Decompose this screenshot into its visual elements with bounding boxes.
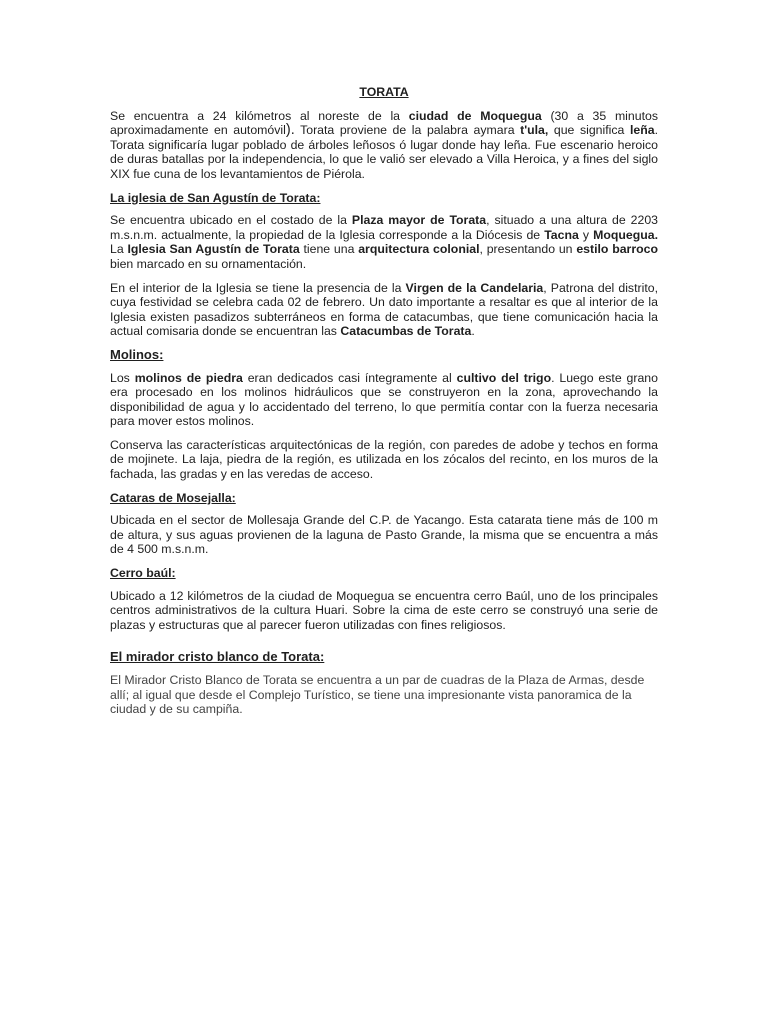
bold-text: Catacumbas de Torata xyxy=(340,324,472,339)
iglesia-paragraph-1 xyxy=(110,213,658,271)
bold-text: estilo barroco xyxy=(576,242,658,257)
section-heading-mirador: El mirador cristo blanco de Torata: xyxy=(110,649,325,665)
molinos-paragraph-2: Conserva las características arquitectónicas de la región, con paredes de adobe y techos en forma de mojinete. La laja, piedra de la región, es utilizada en los zócalos del recinto, en los muros de la fachada, las gradas y en las veredas de acceso. xyxy=(110,437,658,482)
text-run: En el interior de la Iglesia se tiene la presencia de la xyxy=(110,280,406,295)
iglesia-paragraph-2 xyxy=(110,281,658,339)
bold-text: Plaza mayor de Torata xyxy=(351,213,487,228)
text-run: , situado a una altura de 2203 m.s.n.m. actualmente, la propiedad de la Iglesia corresponde a la Diócesis de xyxy=(110,213,658,242)
text-run: , presentando un xyxy=(479,242,577,257)
cataras-paragraph: Ubicada en el sector de Mollesaja Grande del C.P. de Yacango. Esta catarata tiene más de 100 m de altura, y sus aguas provienen de la laguna de Pasto Grande, la misma que se encuentra a más de 4 500 m.s.n.m. xyxy=(110,513,658,557)
text-run: . Luego este grano era procesado en los molinos hidráulicos que se construyeron en la zona, aprovechando la disponibilidad de agua y lo accidentado del terreno, lo que permitía contar con la fuerza necesaria para mover estos molinos. xyxy=(110,370,658,429)
cerro-paragraph: Ubicado a 12 kilómetros de la ciudad de Moquegua se encuentra cerro Baúl, uno de los principales centros administrativos de la cultura Huari. Sobre la cima de este cerro se construyó una serie de plazas y estructuras que al parecer fueron utilizadas con fines religiosos. xyxy=(110,588,658,632)
bold-text: Tacna xyxy=(544,227,579,242)
bold-text: Iglesia San Agustín de Torata xyxy=(127,242,300,257)
text-run: ). xyxy=(285,122,295,139)
bold-text: cultivo del trigo xyxy=(456,370,552,385)
section-heading-iglesia: La iglesia de San Agustín de Torata: xyxy=(110,190,321,205)
bold-text: arquitectura colonial xyxy=(358,242,480,257)
section-heading-cerro: Cerro baúl: xyxy=(110,566,176,581)
text-run: Se encuentra a 24 kilómetros al noreste de la xyxy=(110,108,409,123)
section-heading-cataras: Cataras de Mosejalla: xyxy=(110,490,236,505)
bold-text: leña xyxy=(629,123,655,138)
text-run: que significa xyxy=(548,123,630,138)
document-title: TORATA xyxy=(359,85,409,99)
text-run: Los xyxy=(110,370,135,385)
mirador-paragraph: El Mirador Cristo Blanco de Torata se encuentra a un par de cuadras de la Plaza de Armas, desde allí; al igual que desde el Complejo Turístico, se tiene una impresionante vista panoramica de la ciudad y de su campiña. xyxy=(110,673,645,717)
text-run: tiene una xyxy=(299,242,359,257)
bold-text: ciudad de Moquegua xyxy=(408,108,542,123)
text-run: La xyxy=(110,242,128,257)
text-run: eran dedicados casi íntegramente al xyxy=(242,370,457,385)
bold-text: Virgen de la Candelaria xyxy=(405,280,544,295)
bold-text: Moquegua. xyxy=(593,227,658,242)
text-run: (30 a 35 minutos aproximadamente en automóvil xyxy=(110,108,658,138)
section-heading-molinos: Molinos: xyxy=(110,346,164,362)
text-run: . xyxy=(471,324,475,339)
molinos-paragraph-1 xyxy=(110,371,658,429)
text-run: bien marcado en su ornamentación. xyxy=(110,256,307,271)
text-run: , Patrona del distrito, cuya festividad se celebra cada 02 de febrero. Un dato importante a resaltar es que al interior de la Iglesia existen pasadizos subterráneos en forma de catacumbas, que tiene comunicación hacia la actual comisaria donde se encuentran las xyxy=(110,280,658,339)
bold-text: t'ula, xyxy=(520,123,549,138)
text-run: y xyxy=(578,227,594,242)
intro-paragraph xyxy=(110,109,658,182)
text-run: Torata proviene de la palabra aymara xyxy=(294,123,521,138)
document-page xyxy=(110,85,658,726)
text-run: . Torata significaría lugar poblado de árboles leñosos ó lugar donde hay leña. Fue escenario heroico de duras batallas por la independencia, lo que le valió ser elevado a Villa Heroica, y a fines del siglo XIX fue cuna de los levantamientos de Piérola. xyxy=(110,123,658,181)
text-run: Se encuentra ubicado en el costado de la xyxy=(110,213,352,228)
bold-text: molinos de piedra xyxy=(134,370,243,385)
